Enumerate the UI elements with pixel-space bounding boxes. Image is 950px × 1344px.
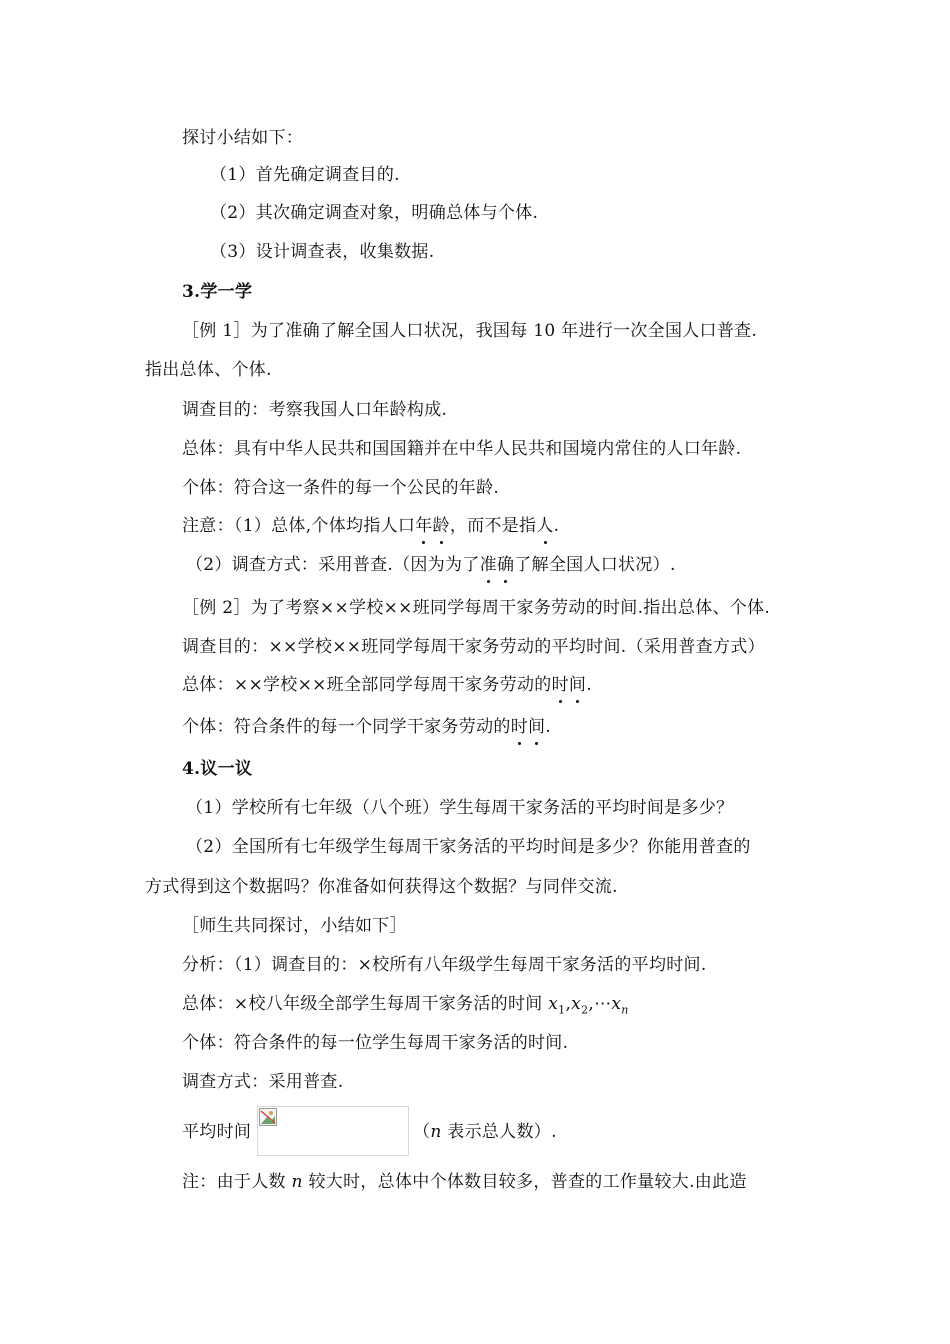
emphasis-char: 龄: [432, 516, 450, 536]
individual-2: [182, 715, 551, 739]
math-var: x: [611, 994, 622, 1014]
population-3: [182, 992, 629, 1022]
population-1: 总体：具有中华人民共和国国籍并在中华人民共和国境内常住的人口年龄.: [182, 439, 742, 459]
math-var: n: [430, 1122, 442, 1142]
population-2-text: .: [586, 675, 592, 695]
question-2-line-1: （2）全国所有七年级学生每周干家务活的平均时间是多少？你能用普查的: [186, 837, 751, 857]
purpose-2: 调查目的：××学校××班同学每周干家务劳动的平均时间.（采用普查方式）: [182, 637, 765, 657]
note-3-text: 注：由于人数: [182, 1172, 292, 1192]
summary-item-1: （1）首先确定调查目的.: [210, 165, 400, 185]
math-var: n: [291, 1172, 303, 1192]
question-2-line-2: 方式得到这个数据吗？你准备如何获得这个数据？与同伴交流.: [145, 877, 618, 897]
example-1-line-1: ［例 1］为了准确了解全国人口状况，我国每 10 年进行一次全国人口普查.: [182, 321, 758, 341]
note-1-text: .: [553, 516, 560, 536]
math-comma: ,: [588, 994, 595, 1014]
math-var: x: [548, 994, 559, 1014]
analysis: 分析：（1）调查目的：×校所有八年级学生每周干家务活的平均时间.: [182, 955, 707, 975]
section-heading-3: 3.学一学: [182, 282, 253, 302]
emphasis-char: 间: [568, 675, 587, 695]
population-2: [182, 673, 592, 697]
population-3-text: 总体：×校八年级全部学生每周干家务活的时间: [182, 994, 549, 1014]
question-1: （1）学校所有七年级（八个班）学生每周干家务活的平均时间是多少？: [186, 798, 734, 818]
emphasis-char: 时: [551, 675, 569, 695]
note-3: [182, 1170, 747, 1194]
summary-heading: 探讨小结如下：: [182, 128, 304, 148]
note-2-text: 了解全国人口状况）.: [514, 555, 676, 575]
emphasis-char: 间: [528, 717, 546, 737]
discussion-heading: ［师生共同探讨，小结如下］: [182, 916, 407, 936]
purpose-1: 调查目的：考察我国人口年龄构成.: [182, 400, 448, 420]
math-sub: 2: [581, 1003, 589, 1017]
emphasis-char: 人: [536, 516, 554, 536]
individual-2-text: 个体：符合条件的每一个同学干家务劳动的: [182, 717, 511, 737]
note-1-text: 注意：（1）总体,个体均指人口: [182, 516, 416, 536]
individual-1: 个体：符合这一条件的每一个公民的年龄.: [182, 478, 500, 498]
note-text: 表示总人数）.: [441, 1122, 557, 1142]
section-heading-4: 4.议一议: [182, 759, 253, 779]
math-comma: ,: [565, 994, 572, 1014]
summary-item-2: （2）其次确定调查对象，明确总体与个体.: [210, 203, 539, 223]
individual-2-text: .: [545, 717, 552, 737]
note-1-text: ，而不是指: [449, 516, 537, 536]
example-1-line-2: 指出总体、个体.: [145, 360, 272, 380]
note-3-text: 较大时，总体中个体数目较多，普查的工作量较大.由此造: [302, 1172, 747, 1192]
individual-3: 个体：符合条件的每一位学生每周干家务活的时间.: [182, 1033, 569, 1053]
emphasis-char: 确: [496, 555, 515, 575]
average-time-label: 平均时间: [182, 1122, 252, 1142]
summary-item-3: （3）设计调查表，收集数据.: [210, 242, 435, 262]
math-ellipsis: ⋯: [594, 994, 612, 1014]
note-2: [186, 553, 676, 577]
emphasis-char: 年: [415, 516, 433, 536]
emphasis-char: 时: [510, 717, 529, 737]
population-2-text: 总体：××学校××班全部同学每周干家务劳动的: [182, 675, 552, 695]
math-sub: n: [621, 1003, 629, 1017]
math-sub: 1: [558, 1003, 566, 1017]
formula-image-placeholder: [257, 1106, 409, 1156]
survey-method: 调查方式：采用普查.: [182, 1072, 344, 1092]
broken-image-icon: [259, 1108, 277, 1126]
average-time-note: [413, 1120, 557, 1144]
math-var: x: [571, 994, 582, 1014]
example-2: ［例 2］为了考察××学校××班同学每周干家务劳动的时间.指出总体、个体.: [182, 598, 771, 618]
emphasis-char: 准: [479, 555, 497, 575]
note-2-text: （2）调查方式：采用普查.（因为为了: [186, 555, 480, 575]
note-text: （: [413, 1122, 431, 1142]
note-1: [182, 514, 559, 538]
